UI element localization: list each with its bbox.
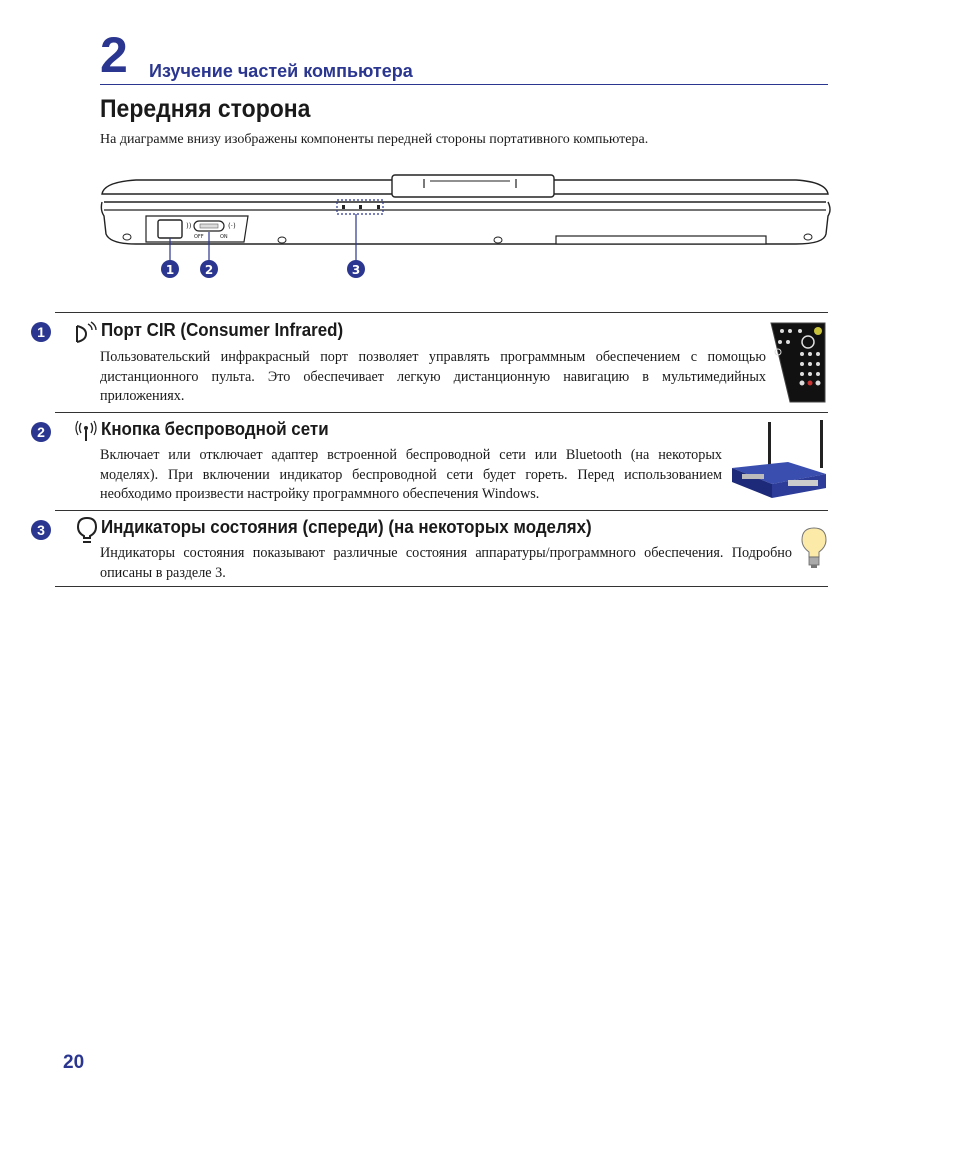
item-divider bbox=[55, 312, 828, 313]
svg-text:)): )) bbox=[186, 222, 192, 230]
page-number: 20 bbox=[63, 1052, 85, 1073]
remote-control-image bbox=[768, 320, 828, 404]
wireless-icon bbox=[74, 419, 98, 443]
item-divider bbox=[55, 586, 828, 587]
item-description: Включает или отключает адаптер встроенной беспроводной сети или Bluetooth (на некоторых моделях). При включении индикатор беспроводной сети будет гореть. Перед использованием необходимо произвести настройку программного обеспечения Windows. bbox=[100, 447, 722, 502]
switch-on-label: ON bbox=[220, 234, 228, 240]
infrared-icon bbox=[74, 320, 98, 344]
intro-text: На диаграмме внизу изображены компоненты передней стороны портативного компьютера. bbox=[100, 132, 649, 147]
callout-2: 2 bbox=[204, 263, 214, 277]
callout-1: 1 bbox=[165, 263, 175, 277]
item-title: Порт CIR (Consumer Infrared) bbox=[101, 320, 344, 340]
switch-off-label: OFF bbox=[194, 234, 204, 240]
wireless-router-image bbox=[728, 418, 828, 502]
callout-3: 3 bbox=[351, 263, 361, 277]
item-number-badge: 1 bbox=[31, 322, 51, 342]
item-description: Индикаторы состояния показывают различные состояния аппаратуры/программного обеспечения. Подробно описаны в разделе 3. bbox=[100, 545, 792, 581]
item-divider bbox=[55, 412, 828, 413]
chapter-title: Изучение частей компьютера bbox=[149, 61, 413, 81]
item-divider bbox=[55, 510, 828, 511]
item-number-badge: 2 bbox=[31, 422, 51, 442]
laptop-front-diagram bbox=[96, 170, 836, 280]
status-indicator-icon bbox=[76, 516, 98, 546]
item-title: Кнопка беспроводной сети bbox=[101, 419, 329, 439]
svg-text:(·): (·) bbox=[228, 222, 236, 230]
item-title: Индикаторы состояния (спереди) (на некоторых моделях) bbox=[101, 517, 592, 537]
chapter-divider bbox=[100, 84, 828, 85]
chapter-number: 2 bbox=[100, 27, 128, 83]
page-title: Передняя сторона bbox=[100, 95, 311, 123]
item-description: Пользовательский инфракрасный порт позволяет управлять программным обеспечением с помощью дистанционного пульта. Это обеспечивает легкую дистанционную навигацию в мультимедийных приложениях. bbox=[100, 349, 766, 404]
lightbulb-icon bbox=[800, 526, 828, 570]
item-number-badge: 3 bbox=[31, 520, 51, 540]
